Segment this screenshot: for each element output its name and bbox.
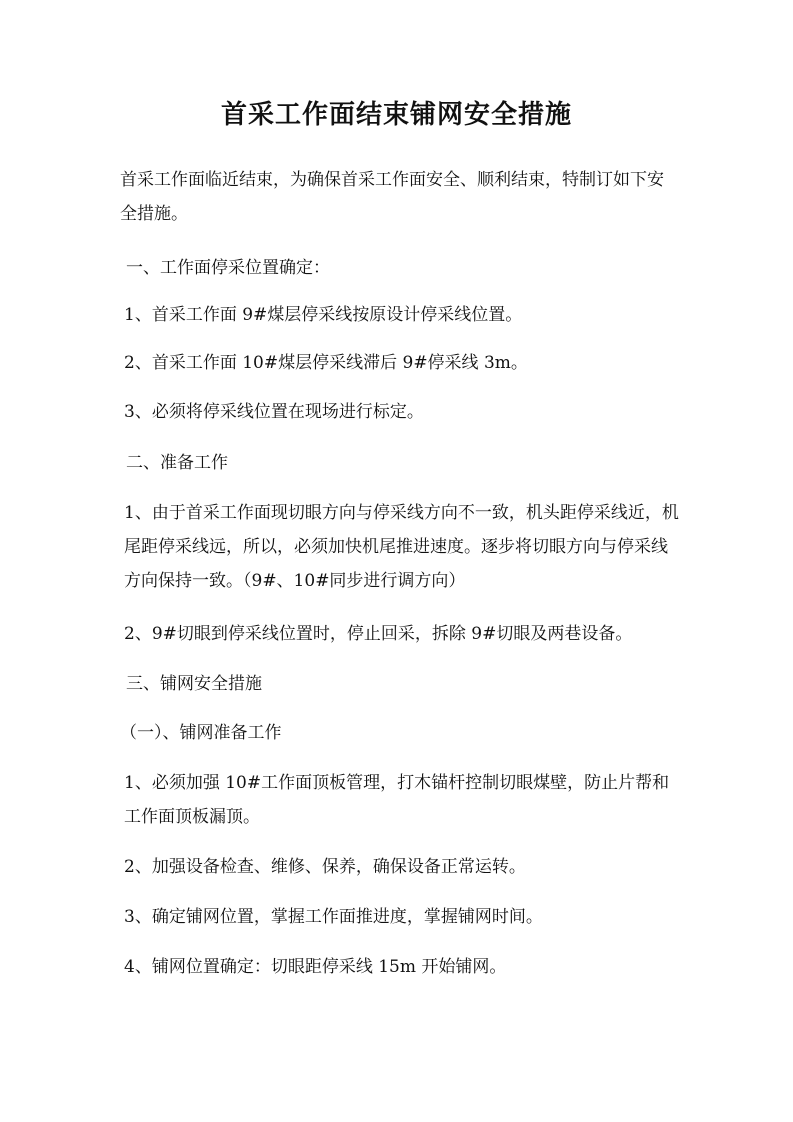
- section-2-item-2: 2、9#切眼到停采线位置时，停止回采，拆除 9#切眼及两巷设备。: [124, 624, 633, 644]
- section-3-item-3: 3、确定铺网位置，掌握工作面推进度，掌握铺网时间。: [124, 907, 543, 927]
- section-1-item-3: 3、必须将停采线位置在现场进行标定。: [124, 402, 424, 422]
- section-2-heading: 二、准备工作: [126, 453, 228, 473]
- section-3-heading: 三、铺网安全措施: [126, 674, 262, 694]
- document-title: 首采工作面结束铺网安全措施: [220, 100, 572, 130]
- section-3-item-4: 4、铺网位置确定：切眼距停采线 15m 开始铺网。: [124, 957, 507, 977]
- section-1-item-1: 1、首采工作面 9#煤层停采线按原设计停采线位置。: [124, 305, 523, 325]
- section-3-item-1: 1、必须加强 10#工作面顶板管理，打木锚杆控制切眼煤壁，防止片帮和工作面顶板漏顶。: [124, 773, 670, 827]
- section-1-heading: 一、工作面停采位置确定：: [126, 258, 330, 278]
- section-3-subheading: （一）、铺网准备工作: [120, 723, 282, 743]
- section-2-item-1: 1、由于首采工作面现切眼方向与停采线方向不一致，机头距停采线近，机尾距停采线远，所以，必须加快机尾推进速度。逐步将切眼方向与停采线方向保持一致。（9#、10#同步进行调方向）: [124, 503, 679, 591]
- section-3-item-2: 2、加强设备检查、维修、保养，确保设备正常运转。: [124, 857, 526, 877]
- section-1-item-2: 2、首采工作面 10#煤层停采线滞后 9#停采线 3m。: [124, 353, 528, 373]
- intro-paragraph: 首采工作面临近结束，为确保首采工作面安全、顺利结束，特制订如下安全措施。: [120, 170, 664, 224]
